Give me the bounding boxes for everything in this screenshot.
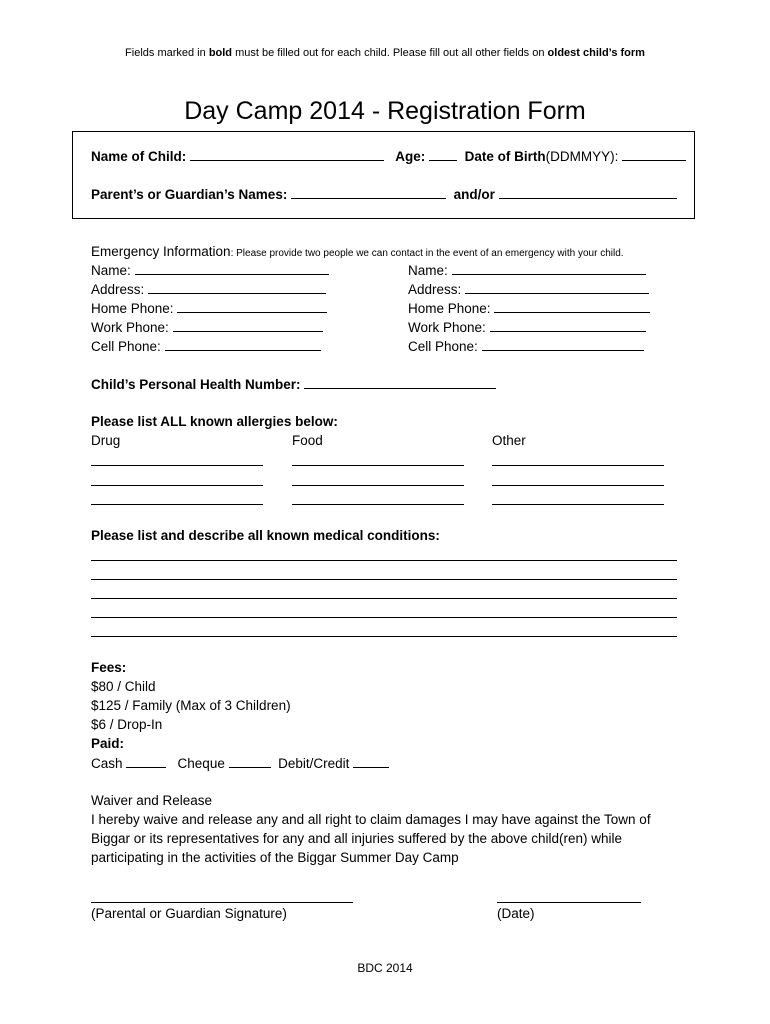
food-line-3[interactable] [292,504,464,505]
child-info-box [72,131,695,219]
contact1-address-row [91,281,326,298]
contact2-cellphone-row [408,338,644,355]
parent-name-field-2[interactable] [499,186,677,199]
medical-line-5[interactable] [91,636,677,637]
contact1-name-row [91,262,329,279]
debit-label: Debit/Credit [278,756,350,771]
contact2-cellphone-field[interactable] [482,338,644,351]
contact1-workphone-row [91,319,323,336]
dob-field[interactable] [622,148,686,161]
contact1-address-label: Address: [91,282,145,297]
dob-label: Date of Birth [464,149,546,164]
debit-field[interactable] [353,755,389,768]
note-text-middle: must be filled out for each child. Please fill out all other fields on [232,47,548,59]
note-bold: bold [208,47,233,59]
child-name-label: Name of Child: [91,149,187,164]
fee-item: $125 / Family (Max of 3 Children) [91,698,291,713]
payment-row [91,755,389,772]
emergency-heading-row [91,243,624,261]
instructions-note [0,47,770,59]
medical-line-3[interactable] [91,598,677,599]
cheque-field[interactable] [229,755,271,768]
cash-field[interactable] [126,755,166,768]
allergies-heading: Please list ALL known allergies below: [91,414,338,429]
emergency-instructions: : Please provide two people we can contact in the event of an emergency with your child. [230,248,624,259]
food-line-1[interactable] [292,465,464,466]
contact1-cellphone-row [91,338,321,355]
contact2-workphone-row [408,319,646,336]
contact1-homephone-field[interactable] [177,300,327,313]
health-number-label: Child’s Personal Health Number: [91,377,301,392]
age-label: Age: [395,149,426,164]
drug-line-2[interactable] [91,485,263,486]
contact2-name-label: Name: [408,263,448,278]
drug-line-3[interactable] [91,504,263,505]
paid-heading: Paid: [91,736,125,751]
note-bold-2: oldest child’s form [547,47,645,59]
page-title: Day Camp 2014 - Registration Form [184,97,586,125]
parent-name-field-1[interactable] [291,186,446,199]
waiver-line: participating in the activities of the Biggar Summer Day Camp [91,850,459,865]
date-line[interactable] [497,902,641,903]
contact1-cellphone-label: Cell Phone: [91,339,161,354]
contact2-homephone-row [408,300,650,317]
waiver-heading: Waiver and Release [91,793,213,808]
contact2-homephone-field[interactable] [494,300,650,313]
contact1-cellphone-field[interactable] [165,338,321,351]
contact2-workphone-label: Work Phone: [408,320,486,335]
food-line-2[interactable] [292,485,464,486]
parents-label: Parent’s or Guardian’s Names: [91,187,288,202]
parents-row [91,186,677,203]
dob-format: (DDMMYY): [545,149,619,164]
waiver-line: I hereby waive and release any and all right to claim damages I may have against the Town of [91,812,651,827]
cheque-label: Cheque [177,756,225,771]
contact2-address-field[interactable] [465,281,649,294]
footer-code: BDC 2014 [357,961,413,975]
cash-label: Cash [91,756,123,771]
contact2-cellphone-label: Cell Phone: [408,339,478,354]
note-text: Fields marked in [125,47,209,59]
fee-item: $80 / Child [91,679,156,694]
other-line-2[interactable] [492,485,664,486]
health-number-field[interactable] [304,376,496,389]
medical-line-4[interactable] [91,617,677,618]
contact2-homephone-label: Home Phone: [408,301,491,316]
contact1-homephone-row [91,300,327,317]
contact2-name-field[interactable] [452,262,646,275]
waiver-line: Biggar or its representatives for any and all injuries suffered by the above child(ren) while [91,831,623,846]
medical-heading: Please list and describe all known medical conditions: [91,528,440,543]
fees-heading: Fees: [91,660,127,675]
contact1-workphone-label: Work Phone: [91,320,169,335]
fee-item: $6 / Drop-In [91,717,163,732]
health-number-row [91,376,496,393]
and-or-label: and/or [453,187,495,202]
contact2-address-label: Address: [408,282,462,297]
contact2-name-row [408,262,646,279]
contact1-address-field[interactable] [148,281,326,294]
other-line-1[interactable] [492,465,664,466]
drug-line-1[interactable] [91,465,263,466]
date-label: (Date) [497,906,535,921]
child-name-row [91,148,686,165]
contact2-workphone-field[interactable] [490,319,646,332]
contact1-name-field[interactable] [135,262,329,275]
medical-line-2[interactable] [91,579,677,580]
contact2-address-row [408,281,649,298]
contact1-workphone-field[interactable] [173,319,323,332]
signature-line[interactable] [91,902,353,903]
allergy-col-drug: Drug [91,433,121,448]
contact1-name-label: Name: [91,263,131,278]
age-field[interactable] [429,148,457,161]
child-name-field[interactable] [190,148,384,161]
medical-line-1[interactable] [91,560,677,561]
allergy-col-food: Food [292,433,323,448]
contact1-homephone-label: Home Phone: [91,301,174,316]
allergy-col-other: Other [492,433,526,448]
emergency-heading: Emergency Information [91,244,231,259]
signature-label: (Parental or Guardian Signature) [91,906,287,921]
other-line-3[interactable] [492,504,664,505]
